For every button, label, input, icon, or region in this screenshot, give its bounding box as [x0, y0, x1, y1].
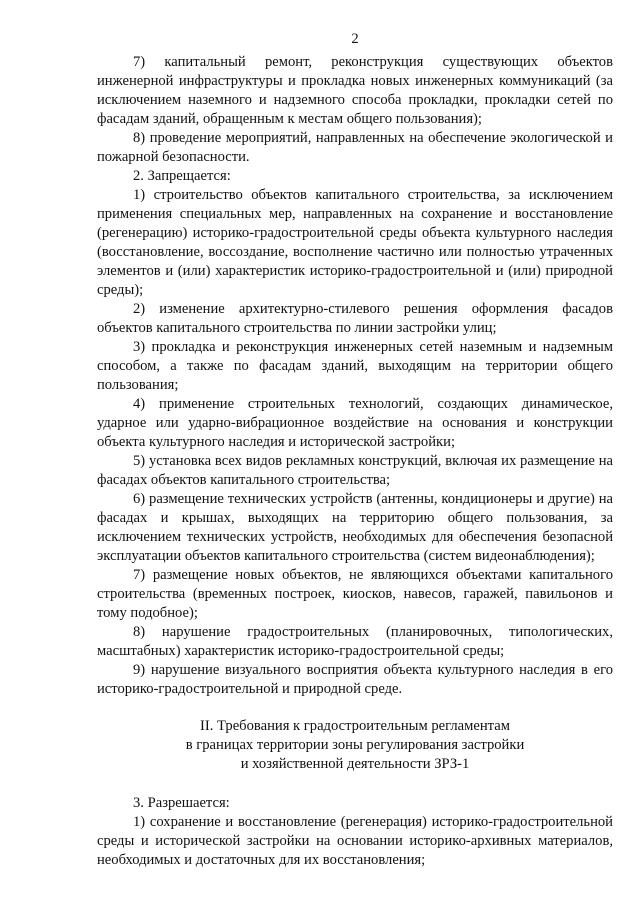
document-page: [97, 30, 613, 870]
paragraph-prohibited-7: 7) размещение новых объектов, не являющихся объектами капитального строительства (временных построек, киосков, навесов, гаражей, павильонов и тому подобное);: [97, 567, 613, 621]
section-title: [97, 717, 613, 774]
paragraph-item-7-capital-repair: 7) капитальный ремонт, реконструкция существующих объектов инженерной инфраструктуры и прокладка новых инженерных коммуникаций (за исключением наземного и надземного способа прокладки, прокладки сетей по фасадам зданий, обращенным к местам общего пользования);: [97, 54, 613, 127]
paragraph-allowed-heading: 3. Разрешается:: [133, 795, 230, 811]
paragraph-prohibited-8: 8) нарушение градостроительных (планировочных, типологических, масштабных) характеристик историко-градостроительной среды;: [97, 624, 613, 659]
section-title-line-2: в границах территории зоны регулирования застройки: [185, 737, 525, 753]
paragraph-prohibited-6: 6) размещение технических устройств (антенны, кондиционеры и другие) на фасадах и крышах, выходящих на территорию общего пользования, за исключением технических устройств, необходимых для обеспечения безопасной эксплуатации объектов капитального строительства (систем видеонаблюдения);: [97, 491, 613, 564]
paragraph-prohibited-4: 4) применение строительных технологий, создающих динамическое, ударное или ударно-вибрационное воздействие на основания и конструкции объекта культурного наследия и исторической застройки;: [97, 396, 613, 450]
paragraph-item-8-safety-measures: 8) проведение мероприятий, направленных на обеспечение экологической и пожарной безопасности.: [97, 130, 613, 165]
paragraph-prohibited-2: 2) изменение архитектурно-стилевого решения оформления фасадов объектов капитального строительства по линии застройки улиц;: [97, 301, 613, 336]
paragraph-prohibited-1: 1) строительство объектов капитального строительства, за исключением применения специальных мер, направленных на сохранение и восстановление (регенерацию) историко-градостроительной среды объекта культурного наследия (восстановление, воссоздание, восполнение частично или полностью утраченных элементов и (или) характеристик историко-градостроительной и (или) природной среды);: [97, 187, 613, 298]
section-title-line-1: II. Требования к градостроительным регламентам: [200, 718, 510, 734]
paragraph-prohibited-heading: 2. Запрещается:: [133, 168, 231, 184]
paragraph-prohibited-5: 5) установка всех видов рекламных конструкций, включая их размещение на фасадах объектов капитального строительства;: [97, 453, 613, 488]
paragraph-allowed-1: 1) сохранение и восстановление (регенерация) историко-градостроительной среды и исторической застройки на основании историко-архивных материалов, необходимых и достаточных для их восстановления;: [97, 814, 613, 868]
page-number: 2: [351, 31, 359, 47]
paragraph-prohibited-9: 9) нарушение визуального восприятия объекта культурного наследия в его историко-градостроительной и природной среде.: [97, 662, 613, 697]
paragraph-prohibited-3: 3) прокладка и реконструкция инженерных сетей наземным и надземным способом, а также по фасадам зданий, выходящим на территории общего пользования;: [97, 339, 613, 393]
section-title-line-3: и хозяйственной деятельности ЗРЗ-1: [240, 756, 470, 772]
